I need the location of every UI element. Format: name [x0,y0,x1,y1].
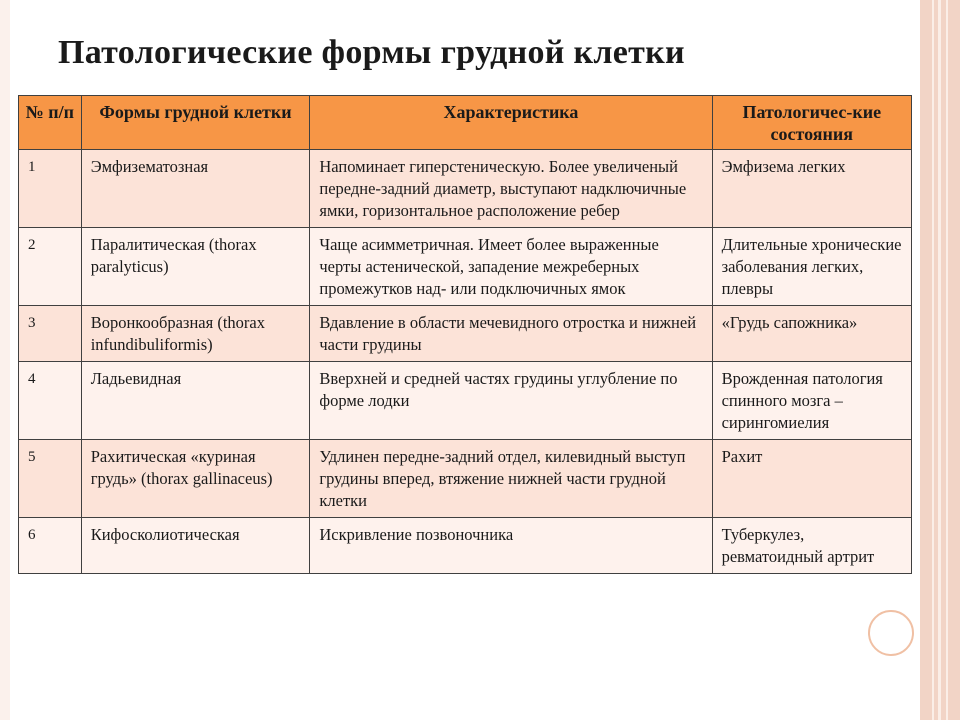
row-number: 2 [19,228,82,306]
row-conditions: Эмфизема легких [712,150,911,228]
row-conditions: Врожденная патология спинного мозга – сирингомиелия [712,362,911,440]
row-form: Кифосколиотическая [81,518,310,574]
row-form: Паралитическая (thorax paralyticus) [81,228,310,306]
header-form: Формы грудной клетки [81,96,310,150]
table-row [19,362,912,440]
border-stripe [946,0,948,720]
row-number: 6 [19,518,82,574]
row-characteristic: Удлинен передне-задний отдел, килевидный выступ грудины вперед, втяжение нижней части грудной клетки [310,440,712,518]
row-characteristic: Чаще асимметричная. Имеет более выраженные черты астенической, западение межреберных промежутков над- или подключичных ямок [310,228,712,306]
row-form: Рахитическая «куриная грудь» (thorax gallinaceus) [81,440,310,518]
row-characteristic: Вдавление в области мечевидного отростка и нижней части грудины [310,306,712,362]
table-row [19,440,912,518]
row-number: 4 [19,362,82,440]
left-decorative-strip [0,0,10,720]
row-form: Воронкообразная (thorax infundibuliformis) [81,306,310,362]
row-conditions: Туберкулез, ревматоидный артрит [712,518,911,574]
row-number: 5 [19,440,82,518]
row-number: 1 [19,150,82,228]
border-stripe [938,0,941,720]
table-row [19,518,912,574]
header-number: № п/п [19,96,82,150]
border-stripe [932,0,934,720]
row-form: Эмфизематозная [81,150,310,228]
row-characteristic: Вверхней и средней частях грудины углубление по форме лодки [310,362,712,440]
table-row [19,150,912,228]
header-conditions: Патологичес-кие состояния [712,96,911,150]
row-number: 3 [19,306,82,362]
row-conditions: Рахит [712,440,911,518]
row-characteristic: Искривление позвоночника [310,518,712,574]
table-row [19,228,912,306]
row-conditions: Длительные хронические заболевания легких, плевры [712,228,911,306]
row-form: Ладьевидная [81,362,310,440]
pathology-table [18,95,912,574]
slide-title: Патологические формы грудной клетки [58,34,685,71]
page-number-badge: 12 [868,610,914,656]
right-decorative-border [920,0,960,720]
table-header-row [19,96,912,150]
header-characteristic: Характеристика [310,96,712,150]
row-characteristic: Напоминает гиперстеническую. Более увеличеный передне-задний диаметр, выступают надключичные ямки, горизонтальное расположение ребер [310,150,712,228]
table-row [19,306,912,362]
row-conditions: «Грудь сапожника» [712,306,911,362]
